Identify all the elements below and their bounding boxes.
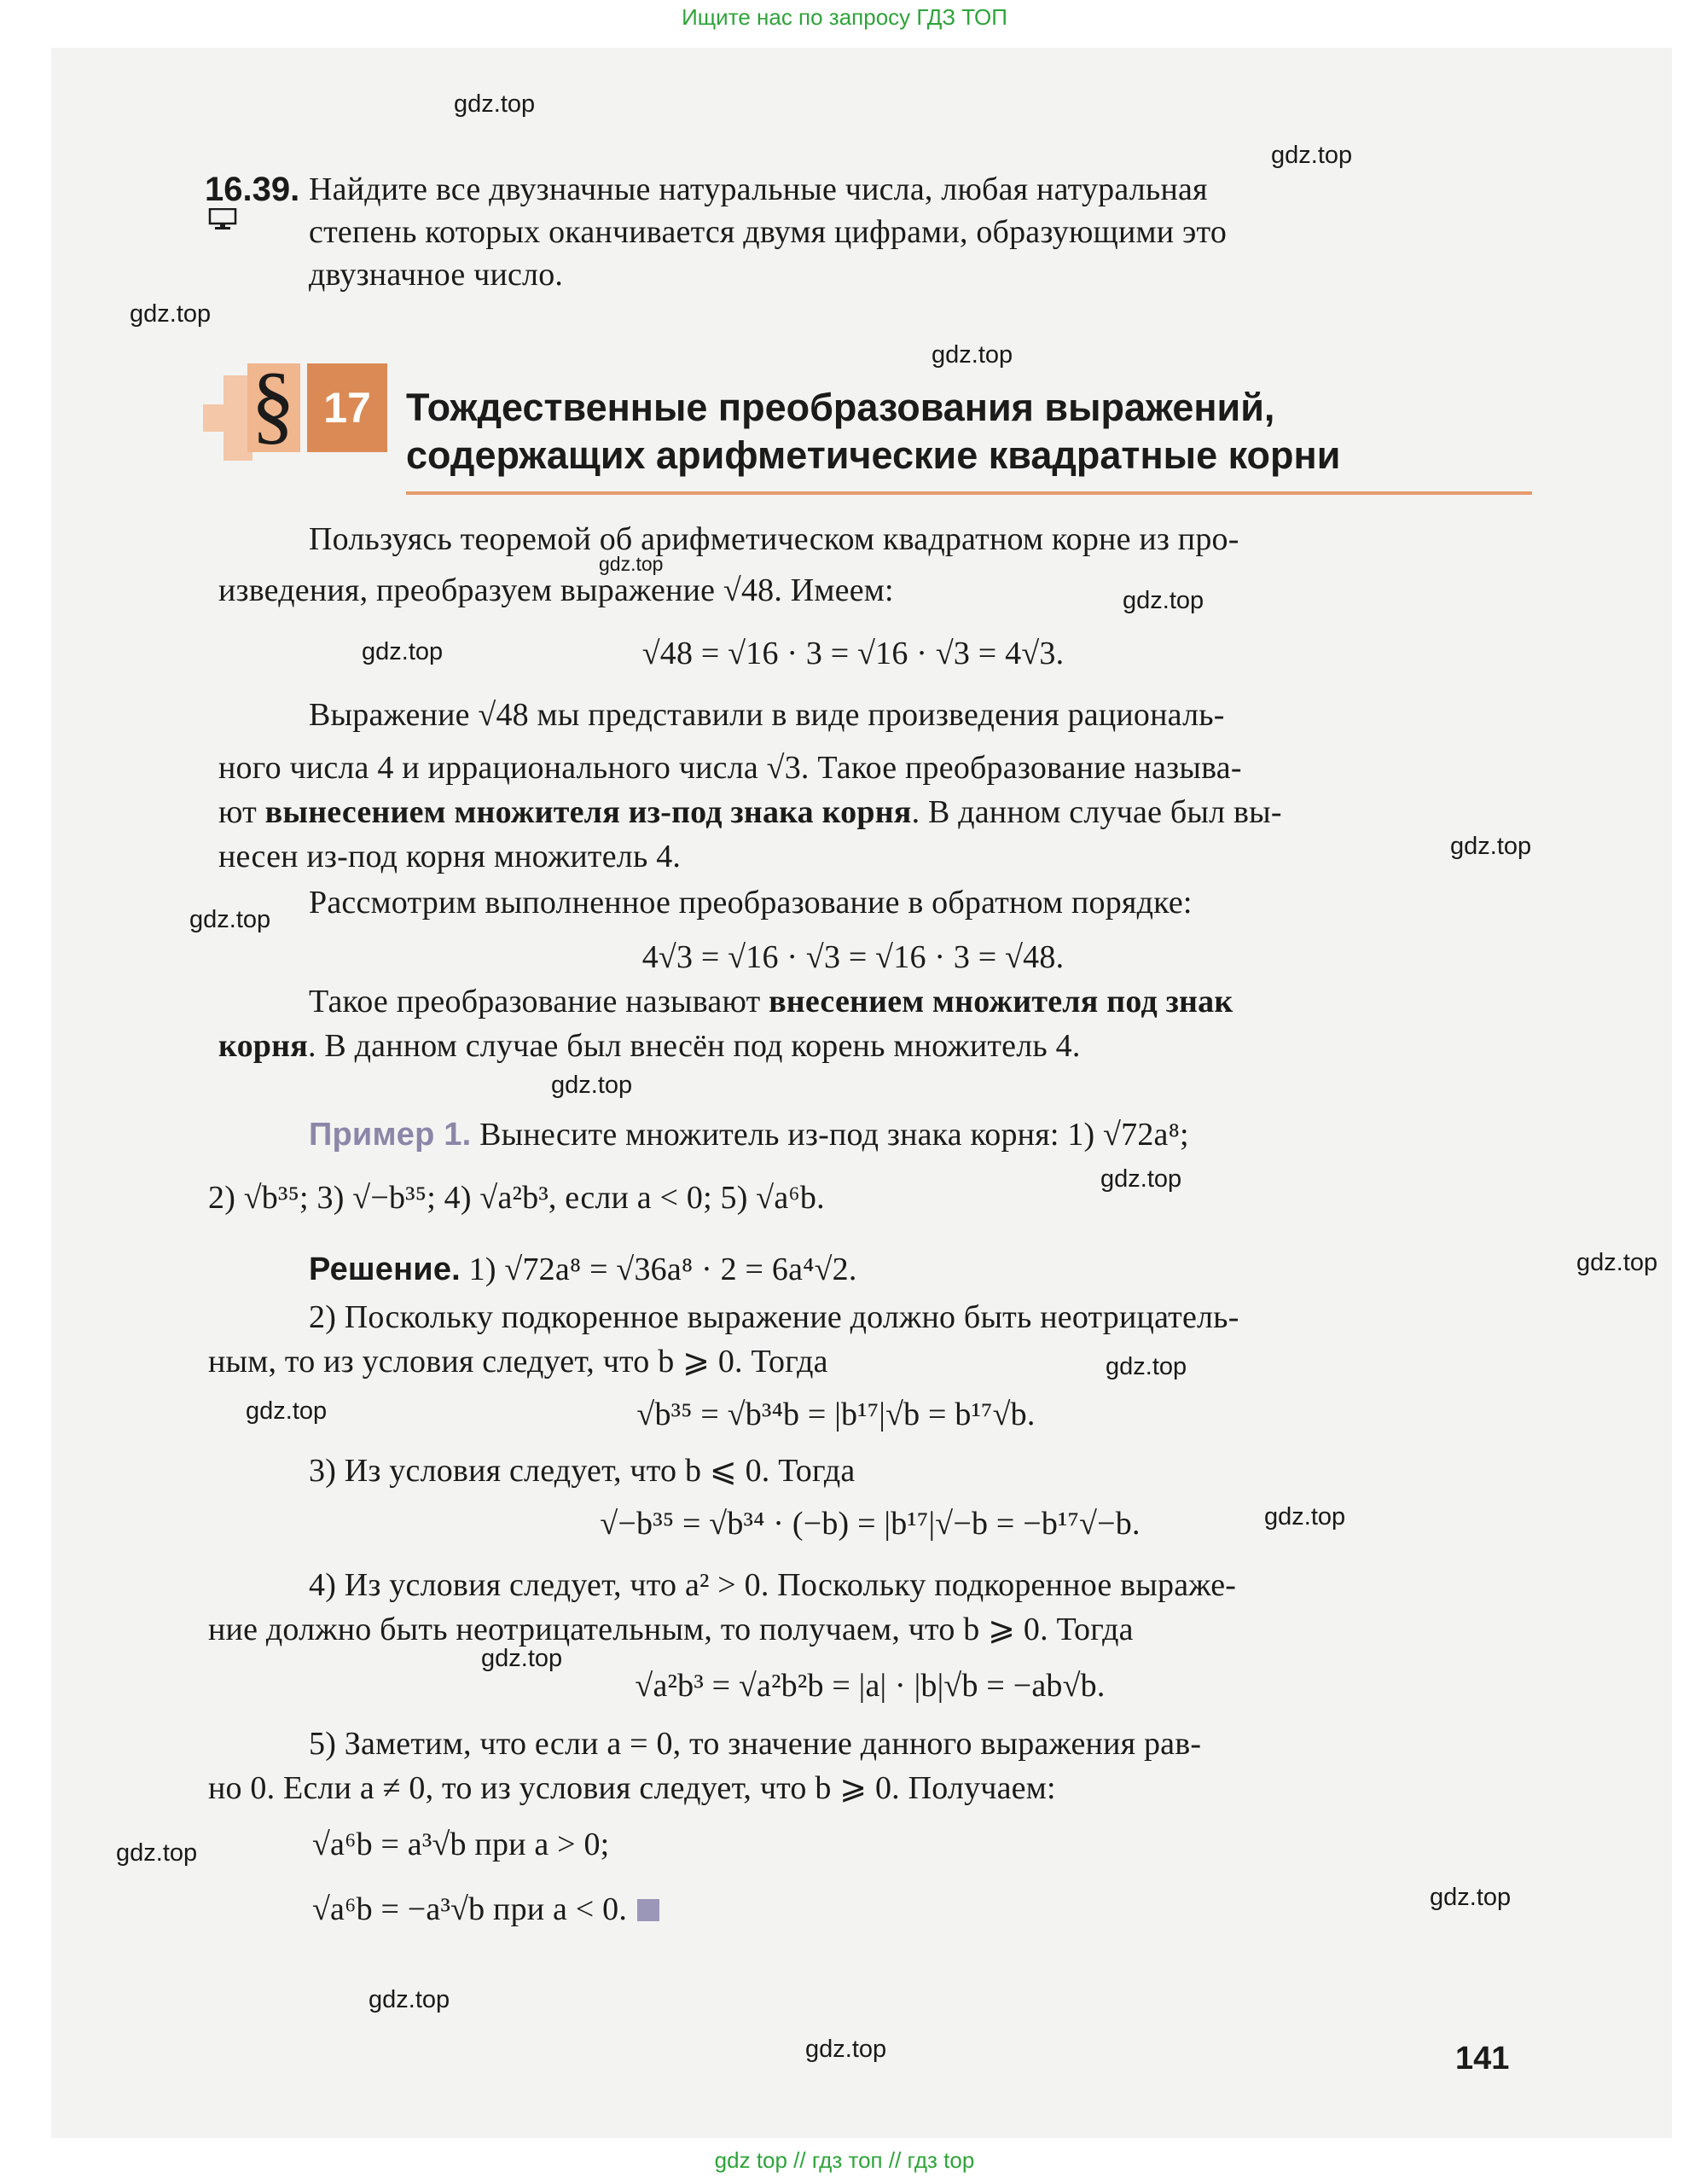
watermark: gdz.top	[130, 300, 212, 328]
watermark: gdz.top	[369, 1986, 450, 2013]
text: Вынесите множитель из-под знака корня: 1) √72a⁸;	[479, 1117, 1189, 1153]
watermark: gdz.top	[246, 1397, 328, 1425]
monitor-icon	[208, 208, 237, 230]
paragraph-line	[218, 790, 1282, 834]
text: . В данном случае был внесён под корень множитель 4.	[307, 1028, 1081, 1064]
equation: 4√3 = √16 · √3 = √16 · 3 = √48.	[641, 939, 1065, 975]
section-title-line1: Тождественные преобразования выражений,	[406, 386, 1275, 429]
watermark: gdz.top	[1123, 587, 1204, 614]
text: . В данном случае был вы-	[911, 794, 1282, 830]
solution-label: Решение.	[309, 1252, 461, 1287]
watermark: gdz.top	[454, 90, 536, 118]
top-banner[interactable]: Ищите нас по запросу ГДЗ ТОП	[682, 4, 1007, 30]
watermark: gdz.top	[1264, 1503, 1346, 1531]
example-label: Пример 1.	[309, 1117, 472, 1153]
example-line: 2) √b³⁵; 3) √−b³⁵; 4) √a²b³, если a < 0; 5) √a⁶b.	[208, 1180, 825, 1216]
watermark: gdz.top	[599, 553, 664, 575]
solution-line: но 0. Если a ≠ 0, то из условия следует, что b ⩾ 0. Получаем:	[208, 1770, 1056, 1806]
equation: √−b³⁵ = √b³⁴ · (−b) = |b¹⁷|√−b = −b¹⁷√−b.	[600, 1506, 1141, 1542]
watermark: gdz.top	[362, 638, 444, 665]
page-number: 141	[1455, 2041, 1510, 2077]
task-text-line1: Найдите все двузначные натуральные числа, любая натуральная	[309, 171, 1208, 207]
paragraph-line: несен из-под корня множитель 4.	[218, 839, 682, 874]
watermark: gdz.top	[481, 1645, 563, 1672]
task-number: 16.39.	[205, 171, 300, 208]
equation: √48 = √16 · 3 = √16 · √3 = 4√3.	[641, 636, 1065, 671]
solution-line: 5) Заметим, что если a = 0, то значение данного выражения рав-	[309, 1726, 1202, 1762]
paragraph-line: изведения, преобразуем выражение √48. Имеем:	[218, 572, 894, 608]
paragraph-line: Рассмотрим выполненное преобразование в обратном порядке:	[309, 885, 1193, 921]
paragraph-line	[218, 1024, 1081, 1068]
task-text-line2: степень которых оканчивается двумя цифрами, образующими это	[309, 214, 1228, 250]
watermark: gdz.top	[1271, 142, 1353, 169]
section-title-line2: содержащих арифметические квадратные корни	[406, 433, 1341, 477]
text: √a⁶b = −a³√b при a < 0.	[312, 1891, 628, 1927]
watermark: gdz.top	[551, 1072, 633, 1099]
text: Такое преобразование называют	[309, 984, 769, 1019]
task-text-line3: двузначное число.	[309, 257, 564, 293]
text: 1) √72a⁸ = √36a⁸ · 2 = 6a⁴√2.	[468, 1252, 857, 1287]
section-number: 17	[323, 384, 371, 432]
paragraph-line: Пользуясь теоремой об арифметическом квадратном корне из про-	[309, 521, 1239, 557]
solution-line: ние должно быть неотрицательным, то получаем, что b ⩾ 0. Тогда	[208, 1612, 1134, 1647]
watermark: gdz.top	[805, 2036, 887, 2063]
solution-line: 4) Из условия следует, что a² > 0. Поскольку подкоренное выраже-	[309, 1567, 1237, 1603]
paragraph-line: ного числа 4 и иррационального числа √3. Такое преобразование называ-	[218, 750, 1242, 786]
text: ют	[218, 794, 265, 830]
solution-line: 3) Из условия следует, что b ⩽ 0. Тогда	[309, 1453, 856, 1489]
section-sign: §	[251, 355, 295, 453]
watermark: gdz.top	[189, 906, 271, 933]
solution-line: ным, то из условия следует, что b ⩾ 0. Тогда	[208, 1344, 828, 1380]
section-title-underline	[406, 491, 1532, 495]
watermark: gdz.top	[1450, 833, 1532, 860]
paragraph-line	[309, 979, 1233, 1024]
solution-result	[312, 1887, 659, 1931]
solution-line: 2) Поскольку подкоренное выражение должно быть неотрицатель-	[309, 1299, 1239, 1335]
term-bold: вынесением множителя из-под знака корня	[264, 794, 912, 830]
example-line	[309, 1112, 1189, 1157]
solution-line	[309, 1247, 857, 1292]
watermark: gdz.top	[932, 341, 1013, 369]
term-bold: внесением множителя под знак	[769, 984, 1233, 1019]
equation: √b³⁵ = √b³⁴b = |b¹⁷|√b = b¹⁷√b.	[636, 1397, 1036, 1432]
equation: √a²b³ = √a²b²b = |a| · |b|√b = −ab√b.	[635, 1668, 1106, 1704]
solution-result: √a⁶b = a³√b при a > 0;	[312, 1827, 610, 1862]
bottom-banner[interactable]: gdz top // гдз топ // гдз top	[714, 2147, 975, 2173]
watermark: gdz.top	[1576, 1249, 1658, 1276]
watermark: gdz.top	[1100, 1165, 1182, 1193]
watermark: gdz.top	[1106, 1353, 1187, 1380]
paragraph-line: Выражение √48 мы представили в виде произведения рациональ-	[309, 697, 1225, 733]
watermark: gdz.top	[1430, 1884, 1512, 1911]
watermark: gdz.top	[116, 1839, 198, 1867]
term-bold: корня	[218, 1028, 308, 1064]
end-of-solution-square-icon	[637, 1899, 659, 1921]
